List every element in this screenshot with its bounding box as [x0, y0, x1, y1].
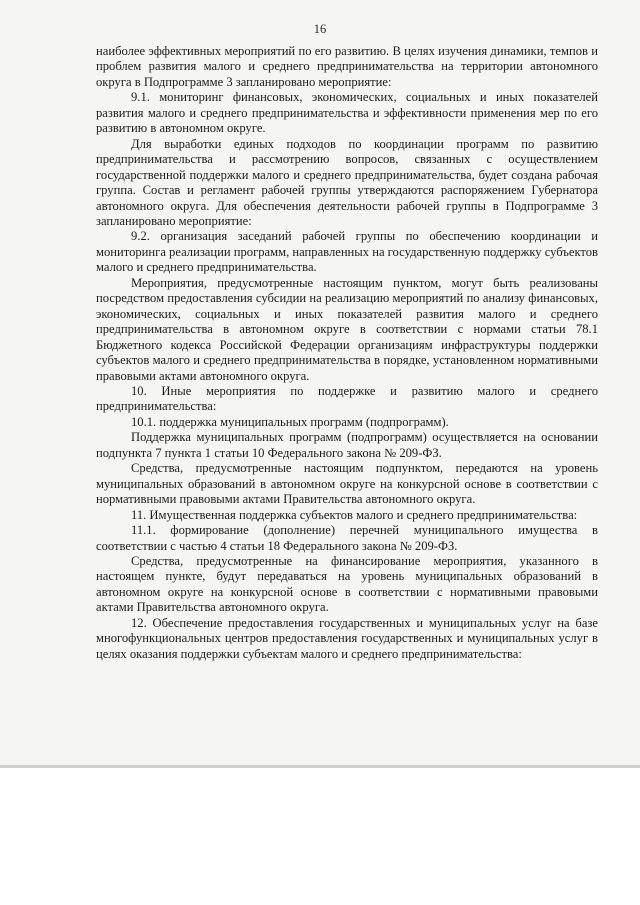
paragraph-item-11: 11. Имущественная поддержка субъектов малого и среднего предпринимательства:	[131, 507, 578, 522]
paragraph-funds-point: Средства, предусмотренные на финансирование мероприятия, указанного в настоящем пункте, будут передаваться на уровень муниципальных образований в автономном округе на конкурсной основе в соответствии с нормативными правовыми актами Правительства автономного округа.	[96, 553, 598, 615]
paragraph-funds-subpoint: Средства, предусмотренные настоящим подпунктом, передаются на уровень муниципальных образований в автономном округе на конкурсной основе в соответствии с нормативными правовыми актами Правительства автономного округа.	[96, 461, 598, 507]
paragraph-item-10: 10. Иные мероприятия по поддержке и развитию малого и среднего предпринимательства:	[96, 383, 598, 414]
paragraph-item-9-2: 9.2. организация заседаний рабочей группы по обеспечению координации и мониторинга реализации программ, направленных на государственную поддержку субъектов малого и среднего предпринимательства.	[96, 229, 599, 275]
paragraph-municipal-support: Поддержка муниципальных программ (подпрограмм) осуществляется на основании подпункта 7 пункта 1 статьи 10 Федерального закона № 209-ФЗ.	[96, 430, 598, 460]
paragraph-item-12: 12. Обеспечение предоставления государственных и муниципальных услуг на базе многофункциональных центров предоставления государственных и муниципальных услуг в целях оказания поддержки субъектам малого и среднего предпринимательства:	[96, 615, 598, 661]
paragraph-item-9-1: 9.1. мониторинг финансовых, экономических, социальных и иных показателей развития малого и среднего предпринимательства и эффективности применения мер по его развитию в автономном округе.	[96, 90, 598, 136]
paragraph-item-10-1: 10.1. поддержка муниципальных программ (подпрограмм).	[131, 414, 449, 429]
page-number: 16	[313, 22, 327, 36]
paragraph-item-11-1: 11.1. формирование (дополнение) перечней муниципального имущества в соответствии с частью 4 статьи 18 Федерального закона № 209-ФЗ.	[96, 523, 598, 553]
paragraph-working-group: Для выработки единых подходов по координации программ по развитию предпринимательства и рассмотрению вопросов, связанных с осуществлением государственной поддержки малого и среднего предпринимательства, будет создана рабочая группа. Состав и регламент рабочей группы утверждаются распоряжением Губернатора автономного округа. Для обеспечения деятельности рабочей группы в Подпрограмме 3 запланировано мероприятие:	[96, 136, 598, 228]
paragraph-continuation: наиболее эффективных мероприятий по его развитию. В целях изучения динамики, темпов и проблем развития малого и среднего предпринимательства на территории автономного округа в Подпрограмме 3 запланировано мероприятие:	[96, 44, 598, 89]
paragraph-subsidy: Мероприятия, предусмотренные настоящим пунктом, могут быть реализованы посредством предоставления субсидии на реализацию мероприятий по анализу финансовых, экономических, социальных и иных показателей развития малого и среднего предпринимательства в автономном округе в соответствии с нормами статьи 78.1 Бюджетного кодекса Российской Федерации организациям инфраструктуры поддержки субъектов малого и среднего предпринимательства в порядке, установленном нормативными правовыми актами автономного округа.	[96, 275, 598, 383]
page-edge-divider	[0, 765, 640, 768]
document-body	[96, 44, 598, 662]
